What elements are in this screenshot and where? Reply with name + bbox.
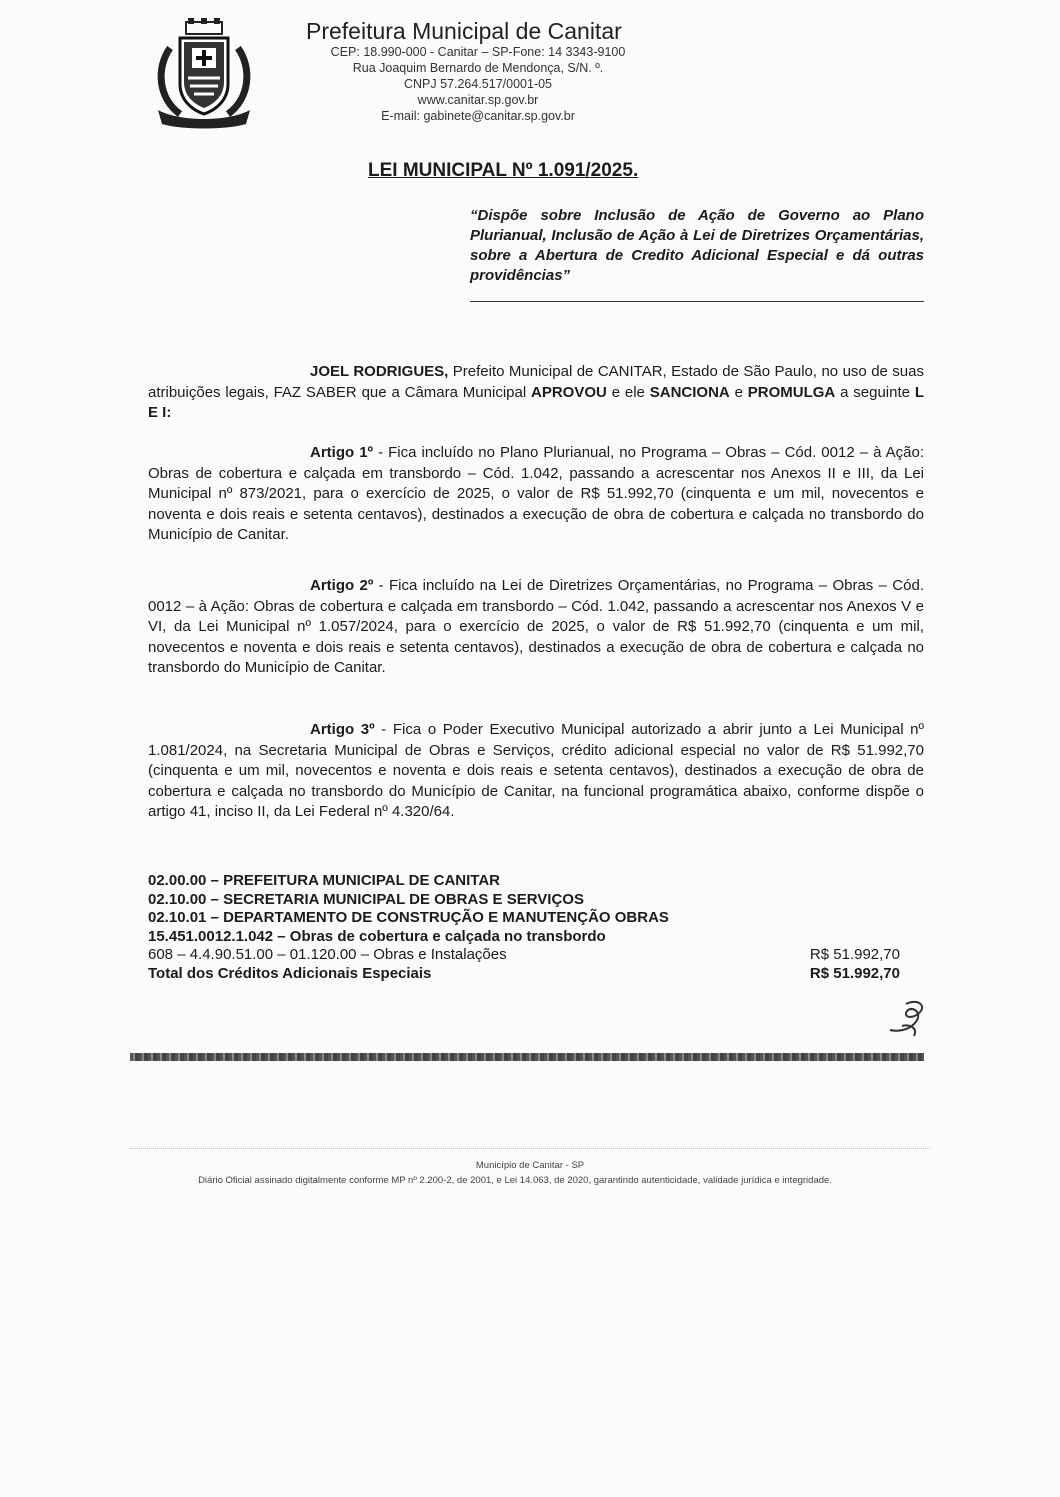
article-3 — [148, 720, 924, 823]
intro-lei: L E I: — [148, 383, 924, 421]
article-3-text: - Fica o Poder Executivo Municipal autorizado a abrir junto a Lei Municipal nº 1.081/2024, na Secretaria Municipal de Obras e Serviços, crédito adicional especial no valor de R$ 51.992,70 (cinquenta e um mil, novecentos e noventa e dois reais e setenta centavos), destinados a execução de obra de cobertura e calçada no transbordo do Município de Canitar, na funcional programática abaixo, conforme dispõe o artigo 41, inciso II, da Lei Federal nº 4.320/64. — [148, 721, 924, 820]
budget-line-2: 02.10.01 – DEPARTAMENTO DE CONSTRUÇÃO E MANUTENÇÃO OBRAS — [148, 909, 669, 926]
law-title: LEI MUNICIPAL Nº 1.091/2025. — [368, 160, 639, 181]
footer-divider — [130, 1148, 930, 1149]
budget-line-departamento — [148, 909, 900, 928]
budget-line-secretaria — [148, 891, 900, 910]
budget-block — [148, 872, 900, 983]
article-2-label: Artigo 2º — [310, 577, 374, 594]
intro-promulgates: PROMULGA — [747, 383, 836, 401]
header-title: Prefeitura Municipal de Canitar — [306, 18, 622, 44]
budget-line-0: 02.00.00 – PREFEITURA MUNICIPAL DE CANITAR — [148, 872, 501, 889]
budget-line-prefeitura — [148, 872, 900, 891]
budget-item-label: 608 – 4.4.90.51.00 – 01.120.00 – Obras e Instalações — [148, 946, 507, 963]
article-2 — [148, 576, 924, 679]
budget-total-label: Total dos Créditos Adicionais Especiais — [148, 964, 432, 982]
article-1-label: Artigo 1º — [310, 444, 374, 461]
budget-line-1: 02.10.00 – SECRETARIA MUNICIPAL DE OBRAS E SERVIÇOS — [148, 890, 584, 908]
law-ementa: “Dispõe sobre Inclusão de Ação de Governo ao Plano Plurianual, Inclusão de Ação à Lei de Diretrizes Orçamentárias, sobre a Abertura de Credito Adicional Especial e dá outras providências” — [470, 207, 924, 284]
coat-of-arms-icon — [150, 18, 258, 130]
footer-municipality: Município de Canitar - SP — [475, 1160, 585, 1171]
header-cnpj: CNPJ 57.264.517/0001-05 — [403, 77, 553, 91]
article-3-label: Artigo 3º — [310, 721, 375, 738]
intro-text-2: e ele — [606, 383, 650, 401]
intro-approved: APROVOU — [531, 383, 607, 401]
intro-text-1: Prefeito Municipal de CANITAR, Estado de São Paulo, no uso de suas atribuições legais, FAZ SABER que a Câmara Municipal — [148, 363, 924, 401]
ementa-underline — [470, 301, 924, 302]
header-address: Rua Joaquim Bernardo de Mendonça, S/N. º. — [352, 61, 604, 75]
intro-paragraph — [148, 362, 924, 424]
budget-item-value: R$ 51.992,70 — [809, 946, 900, 963]
article-1-text: - Fica incluído no Plano Plurianual, no Programa – Obras – Cód. 0012 – à Ação: Obras de cobertura e calçada em transbordo – Cód. 1.042, passando a acrescentar nos Anexos II e III, da Lei Municipal nº 873/2021, para o exercício de 2025, o valor de R$ 51.992,70 (cinquenta e um mil, novecentos e noventa e dois reais e setenta centavos), destinados a execução de obra de cobertura e calçada no transbordo do Município de Canitar. — [148, 444, 924, 543]
budget-line-3: 15.451.0012.1.042 – Obras de cobertura e calçada no transbordo — [148, 927, 606, 945]
header-email: E-mail: gabinete@canitar.sp.gov.br — [381, 109, 575, 123]
separator-band — [130, 1053, 924, 1061]
budget-total-value: R$ 51.992,70 — [809, 964, 900, 982]
budget-item-row — [148, 946, 900, 965]
mayor-name: JOEL RODRIGUES, — [310, 363, 449, 380]
budget-line-funcional — [148, 928, 900, 947]
budget-total-row — [148, 965, 900, 984]
intro-sanctions: SANCIONA — [649, 383, 730, 401]
intro-text-3: e — [729, 383, 748, 401]
intro-text-4: a seguinte — [835, 383, 915, 401]
footer-legal-notice: Diário Oficial assinado digitalmente conforme MP nº 2.200-2, de 2001, e Lei 14.063, de 2020, garantindo autenticidade, validade jurídica e integridade. — [198, 1175, 832, 1186]
article-2-text: - Fica incluído na Lei de Diretrizes Orçamentárias, no Programa – Obras – Cód. 0012 – à Ação: Obras de cobertura e calçada em transbordo – Cód. 1.042, passando a acrescentar nos Anexos V e VI, da Lei Municipal nº 1.057/2024, para o exercício de 2025, o valor de R$ 51.992,70 (cinquenta e um mil, novecentos e noventa e dois reais e setenta centavos), destinados a execução de obra de cobertura e calçada no transbordo do Município de Canitar. — [148, 577, 924, 676]
header-website: www.canitar.sp.gov.br — [417, 93, 539, 107]
signature-initials-icon — [884, 996, 934, 1040]
header-contact — [300, 44, 656, 124]
article-1 — [148, 443, 924, 546]
header-cep-phone: CEP: 18.990-000 - Canitar – SP-Fone: 14 3343-9100 — [330, 45, 626, 59]
